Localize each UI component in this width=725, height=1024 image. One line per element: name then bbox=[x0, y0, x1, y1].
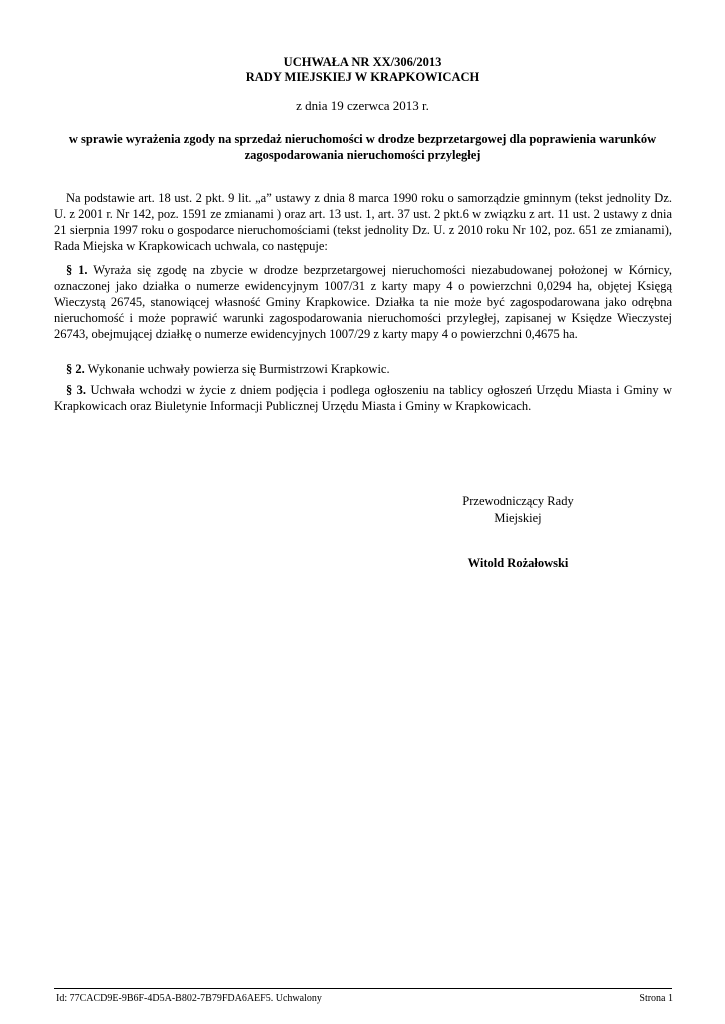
resolution-subject: w sprawie wyrażenia zgody na sprzedaż nieruchomości w drodze bezprzetargowej dla poprawienia warunków zagospodarowania nieruchomości przyległej bbox=[68, 132, 657, 162]
resolution-number: UCHWAŁA NR XX/306/2013 bbox=[283, 55, 442, 69]
signatory-name: Witold Rożałowski bbox=[467, 556, 569, 570]
section-2-text: Wykonanie uchwały powierza się Burmistrzowi Krapkowic. bbox=[87, 362, 390, 376]
signatory-role-line1: Przewodniczący Rady bbox=[462, 494, 574, 508]
document-id: Id: 77CACD9E-9B6F-4D5A-B802-7B79FDA6AEF5. Uchwalony bbox=[56, 993, 322, 1004]
section-3-text: Uchwała wchodzi w życie z dniem podjęcia i podlega ogłoszeniu na tablicy ogłoszeń Urzędu Miasta i Gminy w Krapkowicach oraz Biuletynie Informacji Publicznej Urzędu Miasta i Gminy w Krapkowicach. bbox=[54, 383, 673, 413]
page-number: Strona 1 bbox=[639, 993, 673, 1004]
preamble-text: Na podstawie art. 18 ust. 2 pkt. 9 lit. „a” ustawy z dnia 8 marca 1990 roku o samorządzie gminnym (tekst jednolity Dz. U. z 2001 r. Nr 142, poz. 1591 ze zmianami ) oraz art. 13 ust. 1, art. 37 ust. 2 pkt.6 w związku z art. 11 ust. 2 ustawy z dnia 21 sierpnia 1997 roku o gospodarce nieruchomościami (tekst jednolity Dz. U. z 2010 roku Nr 102, poz. 651 ze zmianami), Rada Miejska w Krapkowicach uchwala, co następuje: bbox=[54, 191, 672, 253]
section-1 bbox=[54, 262, 672, 342]
footer-divider bbox=[54, 988, 672, 989]
preamble bbox=[54, 190, 672, 254]
resolution-date: z dnia 19 czerwca 2013 r. bbox=[296, 98, 429, 113]
section-2-label: § 2. bbox=[66, 362, 85, 376]
section-2 bbox=[54, 361, 672, 377]
signatory-role-line2: Miejskiej bbox=[494, 511, 542, 525]
section-1-label: § 1. bbox=[66, 263, 88, 277]
section-1-text: Wyraża się zgodę na zbycie w drodze bezprzetargowej nieruchomości niezabudowanej położonej w Kórnicy, oznaczonej jako działka o numerze ewidencyjnym 1007/31 z karty mapy 4 o powierzchni 0,0294 ha, objętej Księgą Wieczystą 26745, stanowiącej własność Gminy Krapkowice. Działka ta nie może być zagospodarowana jako odrębna nieruchomość i może poprawić warunki zagospodarowania nieruchomości przyległej, zapisanej w Księdze Wieczystej 26743, obejmującej działkę o numerze ewidencyjnych 1007/29 z karty mapy 4 o powierzchni 0,4675 ha. bbox=[54, 263, 673, 341]
section-3-label: § 3. bbox=[66, 383, 87, 397]
section-3 bbox=[54, 382, 672, 414]
council-name: RADY MIEJSKIEJ W KRAPKOWICACH bbox=[245, 70, 480, 84]
